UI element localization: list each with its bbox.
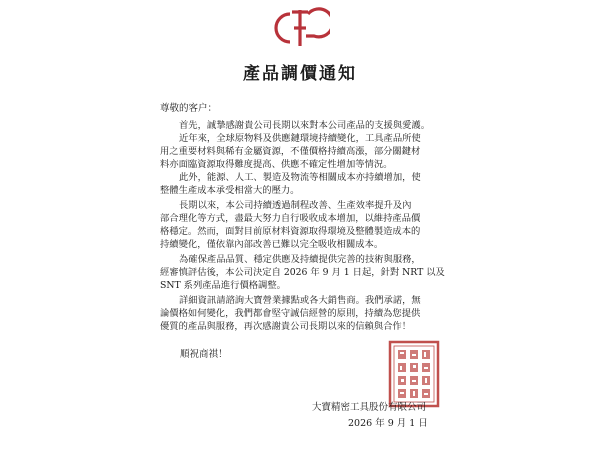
page-title: 產品調價通知: [243, 64, 357, 84]
letter-body: [160, 119, 472, 333]
paragraph-line: 詳細資訊請諮詢大寶營業據點或各大銷售商。我們承諾，無: [179, 295, 421, 306]
company-logo-icon: [270, 6, 330, 50]
paragraph-line: SNT 系列產品進行價格調整。: [160, 280, 286, 291]
paragraph-line: 此外，能源、人工、製造及物流等相關成本亦持續增加，使: [179, 172, 421, 183]
paragraph-line: 用之重要材料與稀有金屬資源，不僅價格持續高漲，部分關鍵材: [160, 146, 421, 157]
paragraph-line: 料亦面臨資源取得難度提高、供應不確定性增加等情況。: [160, 159, 393, 170]
closing-remark: 順祝商祺！: [180, 349, 228, 360]
paragraph-line: 持續變化，僅依靠內部改善已難以完全吸收相關成本。: [160, 239, 384, 250]
company-seal-icon: [388, 340, 440, 408]
paragraph-line: 經審慎評估後，本公司決定自 2026 年 9 月 1 日起，針對 NRT 以及: [160, 267, 445, 278]
paragraph-3: [160, 171, 472, 197]
paragraph-line: 整體生產成本承受相當大的壓力。: [160, 185, 300, 196]
paragraph-line: 部合理化等方式，盡最大努力自行吸收成本增加，以維持產品價: [160, 213, 421, 224]
paragraph-line: 為確保產品品質、穩定供應及持續提供完善的技術與服務，: [179, 254, 421, 265]
paragraph-4: [160, 199, 472, 251]
paragraph-1: [160, 119, 472, 132]
paragraph-line: 論價格如何變化，我們都會堅守誠信經營的原則，持續為您提供: [160, 308, 421, 319]
letter-date: 2026 年 9 月 1 日: [348, 418, 428, 429]
paragraph-line: 近年來，全球原物料及供應鏈環境持續變化，工具產品所使: [179, 133, 421, 144]
paragraph-6: [160, 294, 472, 333]
paragraph-5: [160, 253, 472, 292]
paragraph-line: 優質的產品與服務，再次感謝貴公司長期以來的信賴與合作！: [160, 321, 412, 332]
salutation: 尊敬的客户：: [160, 103, 218, 114]
paragraph-line: 格穩定。然而，面對目前原材料資源取得環境及整體製造成本的: [160, 226, 421, 237]
company-name: 大寶精密工具股份有限公司: [312, 402, 427, 413]
paragraph-2: [160, 132, 472, 171]
paragraph-line: 長期以來，本公司持續透過制程改善、生產效率提升及內: [179, 200, 412, 211]
paragraph-line: 首先，誠摯感謝貴公司長期以來對本公司產品的支援與愛護。: [179, 120, 431, 131]
